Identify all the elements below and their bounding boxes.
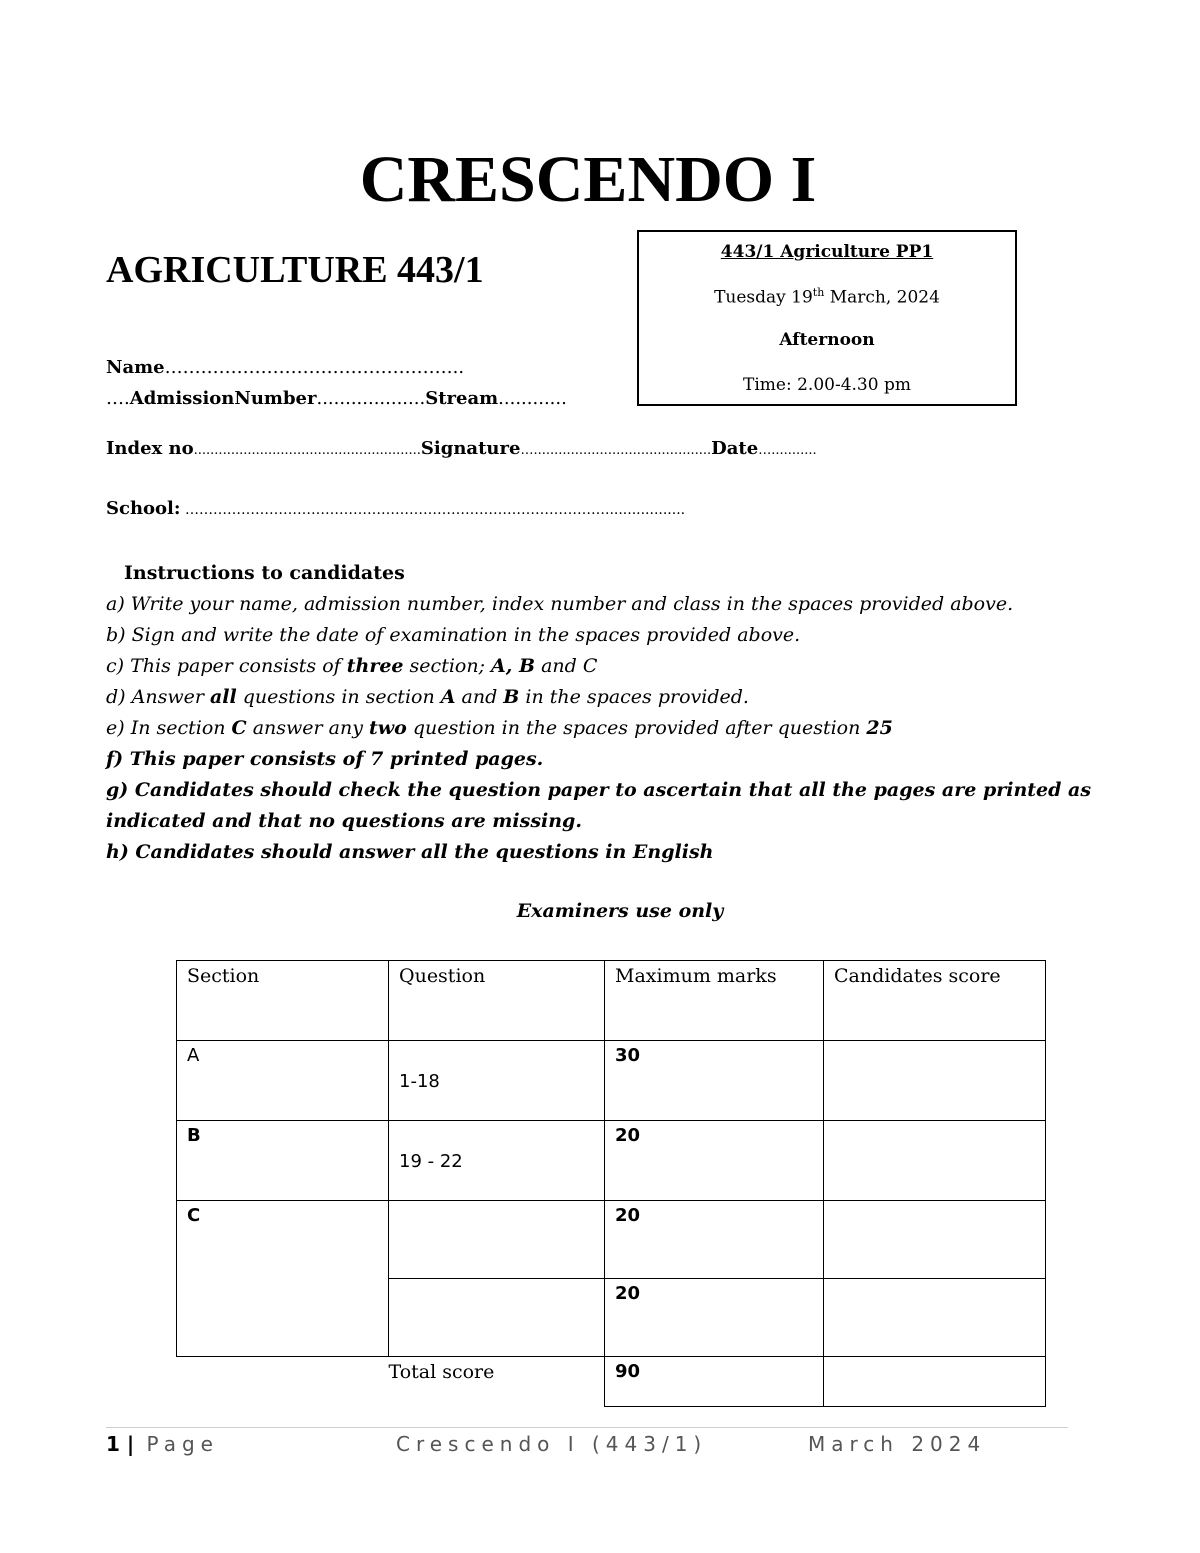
instruction-g-line1: g) Candidates should check the question paper to ascertain that all the pages are printed as	[106, 779, 1092, 801]
exam-month-year: March, 2024	[824, 287, 940, 308]
stream-label: Stream	[425, 388, 499, 409]
instruction-e: e) In section C answer any two question in the spaces provided after question 25	[106, 717, 893, 739]
school-field	[106, 498, 685, 519]
instruction-b: b) Sign and write the date of examination in the spaces provided above.	[106, 624, 801, 646]
school-dots: ………………………………………………………………………………..................	[180, 502, 686, 518]
header-max-marks: Maximum marks	[605, 961, 824, 1041]
page-number: 1 |	[106, 1432, 135, 1456]
section-cell: A	[177, 1041, 389, 1121]
name-dots: …………………………………………..	[164, 357, 465, 378]
table-row	[177, 1201, 1046, 1279]
date-suffix: th	[812, 286, 825, 299]
instruction-h: h) Candidates should answer all the questions in English	[106, 841, 714, 863]
total-spacer	[177, 1357, 389, 1407]
exam-date	[639, 286, 1015, 308]
total-label: Total score	[389, 1357, 605, 1407]
paper-info-box	[637, 230, 1017, 406]
max-marks-cell: 20	[605, 1201, 824, 1279]
header-candidates-score: Candidates score	[824, 961, 1046, 1041]
instruction-a: a) Write your name, admission number, index number and class in the spaces provided above.	[106, 593, 1014, 615]
stream-dots: ............	[498, 388, 567, 409]
instructions-heading: Instructions to candidates	[124, 562, 405, 584]
exam-session: Afternoon	[779, 330, 875, 350]
table-header-row	[177, 961, 1046, 1041]
instruction-d: d) Answer all questions in section A and B in the spaces provided.	[106, 686, 749, 708]
admission-field	[106, 388, 567, 409]
subject-title: AGRICULTURE 443/1	[106, 249, 484, 291]
exam-day: Tuesday 19	[714, 287, 813, 308]
admission-dots: ...................	[316, 388, 426, 409]
max-marks-cell: 20	[605, 1121, 824, 1201]
total-max-marks: 90	[605, 1357, 824, 1407]
instructions	[106, 558, 1106, 868]
index-dots: .......................................................	[193, 443, 421, 458]
question-cell: 19 - 22	[389, 1121, 605, 1201]
question-cell	[389, 1201, 605, 1279]
instruction-c: c) This paper consists of three section; A, B and C	[106, 655, 598, 677]
max-marks-cell: 30	[605, 1041, 824, 1121]
signature-label: Signature	[420, 438, 521, 459]
exam-time: Time: 2.00-4.30 pm	[743, 375, 911, 395]
footer-right: March 2024	[808, 1432, 987, 1456]
section-cell: C	[177, 1201, 389, 1357]
score-table	[176, 960, 1046, 1407]
admission-prefix: ….	[106, 388, 130, 409]
instruction-g-line2: indicated and that no questions are missing.	[106, 810, 582, 832]
page-footer	[106, 1427, 1068, 1456]
signature-dots: …...........................................	[520, 443, 712, 458]
paper-code: 443/1 Agriculture PP1	[720, 242, 934, 262]
name-field	[106, 357, 464, 378]
admission-label: AdmissionNumber	[129, 388, 317, 409]
school-label: School:	[106, 498, 181, 519]
score-cell	[824, 1041, 1046, 1121]
section-cell: B	[177, 1121, 389, 1201]
question-cell	[389, 1279, 605, 1357]
page-word: Page	[134, 1432, 219, 1456]
name-label: Name	[106, 357, 165, 378]
total-score-cell	[824, 1357, 1046, 1407]
table-row	[177, 1121, 1046, 1201]
total-row	[177, 1357, 1046, 1407]
score-cell	[824, 1121, 1046, 1201]
score-cell	[824, 1279, 1046, 1357]
question-cell: 1-18	[389, 1041, 605, 1121]
table-row	[177, 1041, 1046, 1121]
header-question: Question	[389, 961, 605, 1041]
header-section: Section	[177, 961, 389, 1041]
date-label: Date	[711, 438, 759, 459]
max-marks-cell: 20	[605, 1279, 824, 1357]
examiners-use-only: Examiners use only	[516, 900, 724, 922]
score-cell	[824, 1201, 1046, 1279]
index-signature-date-row	[106, 438, 817, 459]
footer-center: Crescendo I (443/1)	[396, 1432, 708, 1456]
date-dots: …...........	[758, 443, 817, 458]
instruction-f: f) This paper consists of 7 printed pages.	[106, 748, 544, 770]
index-label: Index no	[106, 438, 194, 459]
exam-title: CRESCENDO I	[359, 143, 817, 216]
